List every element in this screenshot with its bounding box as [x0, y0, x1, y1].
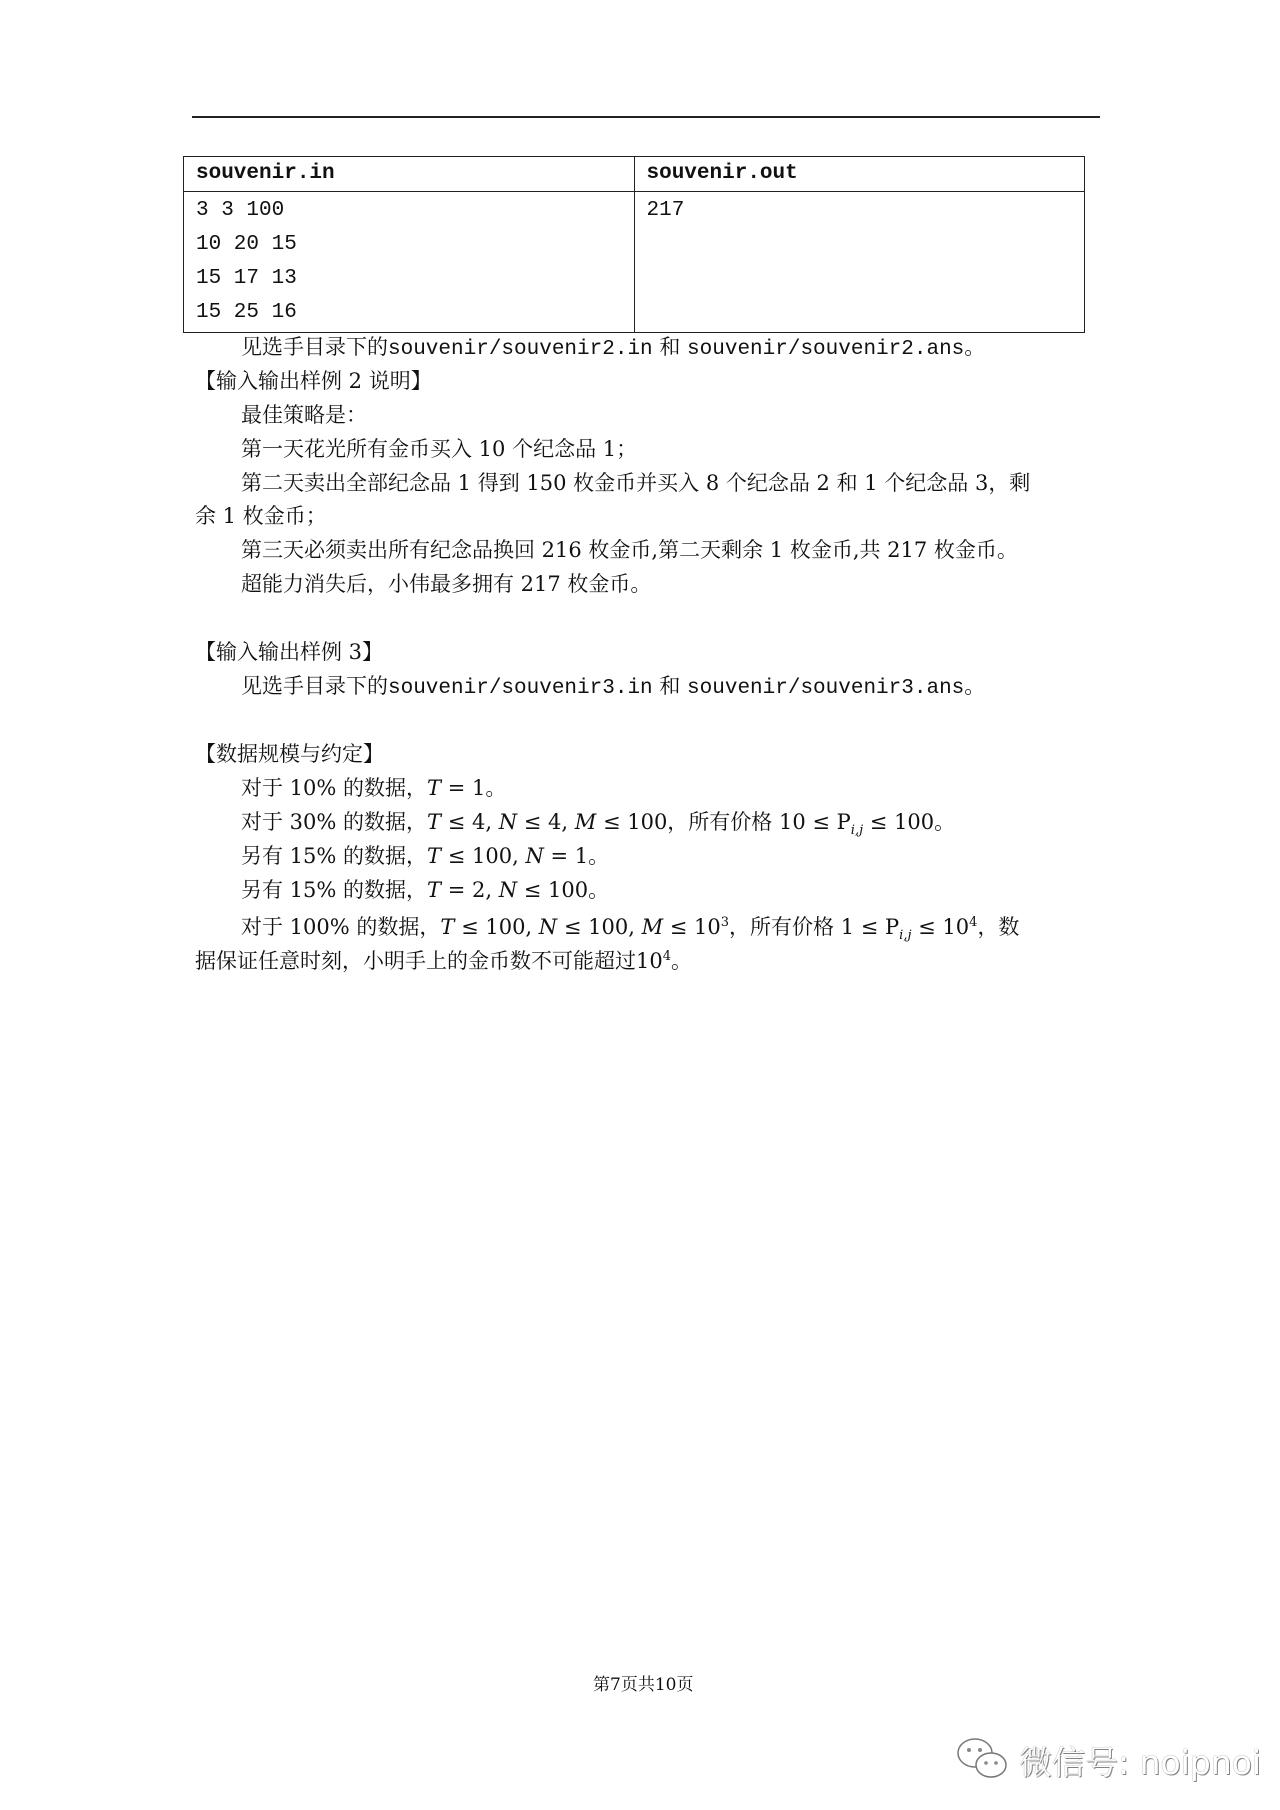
sample3-heading: 【输入输出样例 3】	[195, 640, 384, 664]
constraint-line: 另有 15% 的数据，T ≤ 100, N = 1。	[241, 844, 610, 868]
header-rule	[192, 116, 1100, 118]
sample3-files-line	[241, 669, 985, 706]
output-cell	[634, 192, 1085, 333]
wechat-icon	[955, 1735, 1011, 1785]
file-name: souvenir/souvenir3.in	[388, 677, 653, 700]
input-line: 15 25 16	[196, 301, 297, 324]
file-name: souvenir/souvenir2.in	[388, 338, 653, 361]
paragraph-line: 第三天必须卖出所有纪念品换回 216 枚金币,第二天剩余 1 枚金币,共 217 枚金币。	[241, 538, 1018, 562]
output-file-header: souvenir.out	[634, 157, 1085, 192]
paragraph-line: 最佳策略是：	[241, 403, 367, 427]
sample-io-table	[183, 156, 1085, 333]
text: 和	[659, 674, 681, 698]
text: 。	[964, 335, 986, 359]
paragraph-line: 第一天花光所有金币买入 10 个纪念品 1；	[241, 437, 638, 461]
output-line: 217	[646, 199, 685, 222]
input-line: 15 17 13	[196, 267, 297, 290]
paragraph-line: 超能力消失后，小伟最多拥有 217 枚金币。	[241, 572, 652, 596]
constraint-line: 对于 10% 的数据，T = 1。	[241, 776, 507, 800]
constraints-heading: 【数据规模与约定】	[195, 742, 384, 766]
input-line: 10 20 15	[196, 233, 297, 256]
text: 见选手目录下的	[241, 335, 388, 359]
sample2-explain-heading: 【输入输出样例 2 说明】	[195, 369, 432, 393]
text: 和	[659, 335, 681, 359]
text: 见选手目录下的	[241, 674, 388, 698]
paragraph-line: 余 1 枚金币；	[195, 504, 327, 528]
page-number: 第7页共10页	[593, 1675, 694, 1695]
sample2-files-line	[241, 330, 985, 367]
text: 。	[964, 674, 986, 698]
constraint-line: 对于 30% 的数据，T ≤ 4, N ≤ 4, M ≤ 100，所有价格 $10 \le P_{i,j} \le 100$。	[241, 810, 956, 839]
constraint-line: 另有 15% 的数据，T = 2, N ≤ 100。	[241, 878, 610, 902]
file-name: souvenir/souvenir3.ans	[687, 677, 965, 700]
file-name: souvenir/souvenir2.ans	[687, 338, 965, 361]
constraint-line: 据保证任意时刻，小明手上的金币数不可能超过$10^4$。	[195, 949, 693, 973]
input-line: 3 3 100	[196, 199, 285, 222]
input-file-header: souvenir.in	[184, 157, 635, 192]
constraint-line: 对于 100% 的数据，T ≤ 100, N ≤ 100, $M \le 10^3$，所有价格 $1 \le P_{i,j} \le 10^4$，数	[241, 915, 1020, 944]
watermark-text: 微信号: noipnoi	[1019, 1742, 1262, 1782]
paragraph-line: 第二天卖出全部纪念品 1 得到 150 枚金币并买入 8 个纪念品 2 和 1 个纪念品 3，剩	[241, 471, 1031, 495]
input-cell	[184, 192, 635, 333]
watermark	[955, 1735, 1261, 1785]
